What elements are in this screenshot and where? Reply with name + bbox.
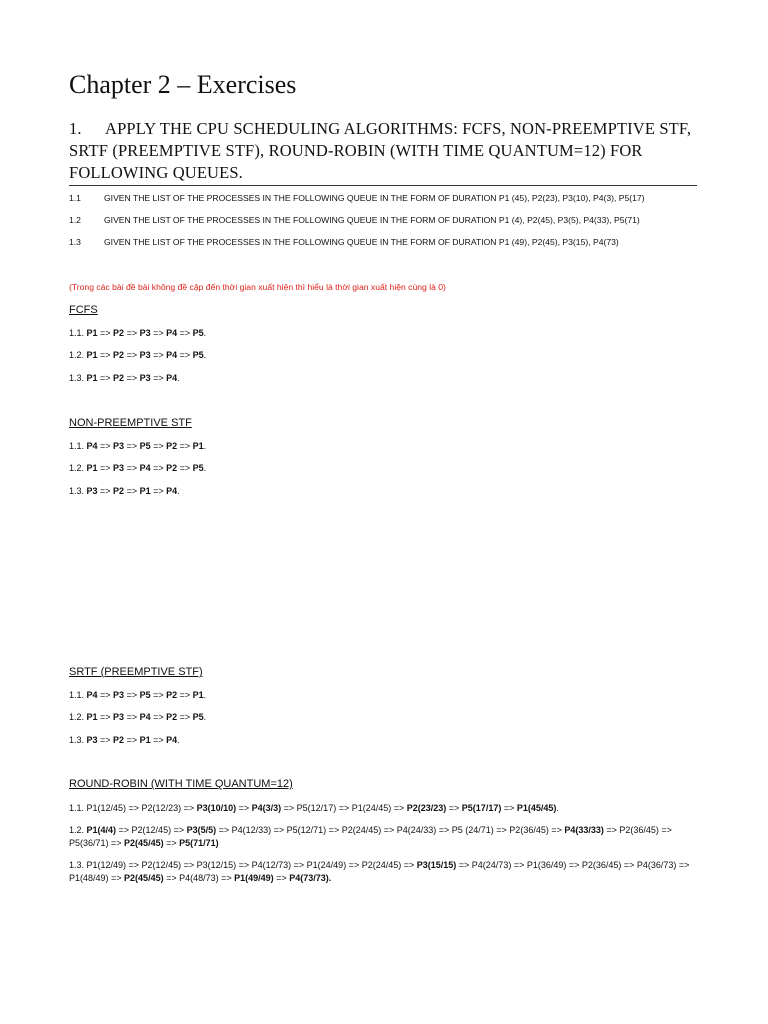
chapter-title: Chapter 2 – Exercises [69, 70, 297, 99]
exercise-title: APPLY THE CPU SCHEDULING ALGORITHMS: FCFS, NON-PREEMPTIVE STF, SRTF (PREEMPTIVE STF), ROUND-ROBIN (WITH TIME QUANTUM=12) FOR FOLLOWING QUEUES. [69, 119, 692, 182]
given-item [69, 215, 640, 225]
process-step: P2 [113, 486, 125, 496]
answer-text: 1.3. [69, 486, 87, 496]
answer-text: => [177, 690, 193, 700]
answer-text: => [150, 350, 167, 360]
process-step: P2 [166, 690, 178, 700]
process-step: P3(10/10) [196, 803, 237, 813]
process-step: P5 [192, 350, 204, 360]
process-step: P1 [86, 350, 98, 360]
answer-text: => [124, 690, 140, 700]
exercise-number: 1. [69, 119, 82, 138]
answer-text: => P2(36/45) => P5(36/71) => [69, 825, 672, 848]
answer-text: => P2(12/45) => [116, 825, 187, 835]
answer-text: => [236, 803, 252, 813]
answer-text: . [203, 690, 207, 700]
answer-text: => [150, 690, 167, 700]
process-step: P3 [113, 463, 125, 473]
answer-text: => [97, 486, 114, 496]
process-step: P2 [113, 350, 125, 360]
section-title-round-robin: ROUND-ROBIN (WITH TIME QUANTUM=12) [69, 778, 293, 790]
process-step: P3 [86, 486, 98, 496]
process-step: P1(49/49) [234, 873, 274, 883]
answer-text: => [150, 373, 167, 383]
answer-text: => [97, 373, 114, 383]
process-step: P5(71/71) [179, 838, 219, 848]
process-step: P2 [113, 735, 125, 745]
answer-text: => [163, 838, 180, 848]
answer-text: 1.2. [69, 463, 87, 473]
answer-text: => [177, 463, 193, 473]
process-step: P2(45/45) [124, 873, 164, 883]
answer-text: => P5(12/17) => P1(24/45) => [281, 803, 407, 813]
process-step: P1 [86, 712, 98, 722]
process-step: P2 [113, 328, 125, 338]
process-step: P1(4/4) [86, 825, 117, 835]
section-title-nonpreemptive-stf: NON-PREEMPTIVE STF [69, 417, 192, 429]
process-step: P5 [192, 328, 204, 338]
answer-text: => [150, 441, 167, 451]
answer-text: => P4(24/73) => P1(36/49) => P2(36/45) => P4(36/73) => P1(48/49) => [69, 860, 690, 883]
answer-text: => [124, 486, 140, 496]
answer-text: => [150, 735, 167, 745]
process-step: P4 [166, 328, 178, 338]
process-step: P4 [139, 712, 151, 722]
process-step: P2 [166, 441, 178, 451]
process-step: P4(33/33) [564, 825, 604, 835]
process-step: P4 [139, 463, 151, 473]
answer-text: => [150, 712, 167, 722]
answer-text: => [177, 328, 193, 338]
answer-text: => [177, 712, 193, 722]
process-step: P3 [139, 350, 151, 360]
process-step: P1 [139, 735, 151, 745]
process-step: P5 [192, 712, 204, 722]
answer-text: => [124, 712, 140, 722]
process-step: P1 [192, 441, 204, 451]
answer-text: => [177, 350, 193, 360]
answer-text: => [97, 712, 114, 722]
answer-text: => [124, 441, 140, 451]
process-step: P4 [166, 486, 178, 496]
process-step: P1(45/45) [516, 803, 557, 813]
answer-text: => [501, 803, 517, 813]
process-step: P5 [192, 463, 204, 473]
answer-text: => [97, 441, 114, 451]
answer-text: . [177, 486, 180, 496]
process-step: P3 [113, 441, 125, 451]
answer-text: . [203, 712, 207, 722]
answer-text: 1.3. [69, 735, 87, 745]
answer-text: => [124, 735, 140, 745]
given-text: GIVEN THE LIST OF THE PROCESSES IN THE FOLLOWING QUEUE IN THE FORM OF DURATION P1 (45), P2(23), P3(10), P4(3), P5(17) [104, 193, 645, 203]
section-title-srtf: SRTF (PREEMPTIVE STF) [69, 666, 203, 678]
answer-text: 1.1. [69, 441, 87, 451]
answer-text: => [150, 463, 167, 473]
answer-text: . [556, 803, 559, 813]
section-title-fcfs: FCFS [69, 304, 98, 316]
process-step: P3 [139, 373, 151, 383]
answer-text: => [124, 350, 140, 360]
answer-line [69, 712, 206, 722]
answer-text: => [97, 690, 114, 700]
answer-text: => P4(48/73) => [163, 873, 235, 883]
answer-text: . [203, 441, 207, 451]
note-text: (Trong các bài đề bài không đề cập đến thời gian xuất hiện thì hiểu là thời gian xuất hiện cùng là 0) [69, 282, 446, 292]
process-step: P5(17/17) [461, 803, 502, 813]
answer-line [69, 486, 180, 496]
process-step: P2(45/45) [124, 838, 164, 848]
answer-text: 1.1. [69, 328, 87, 338]
answer-text: => [150, 486, 167, 496]
answer-line [69, 859, 699, 885]
answer-text: 1.1. [69, 690, 87, 700]
answer-text: => [273, 873, 290, 883]
answer-line [69, 373, 180, 383]
answer-text: => [124, 463, 140, 473]
answer-text: . [177, 373, 180, 383]
process-step: P3 [86, 735, 98, 745]
answer-text: 1.3. [69, 373, 87, 383]
given-text: GIVEN THE LIST OF THE PROCESSES IN THE FOLLOWING QUEUE IN THE FORM OF DURATION P1 (49), P2(45), P3(15), P4(73) [104, 237, 619, 247]
answer-text: . [203, 463, 207, 473]
given-number: 1.2 [69, 215, 81, 225]
process-step: P4(3/3) [251, 803, 282, 813]
answer-line [69, 802, 699, 815]
answer-text: => [97, 463, 114, 473]
process-step: P4 [166, 373, 178, 383]
process-step: P3 [139, 328, 151, 338]
process-step: P4 [166, 735, 178, 745]
answer-text: => [97, 735, 114, 745]
process-step: P3 [113, 690, 125, 700]
process-step: P4(73/73). [289, 873, 332, 883]
answer-text: . [203, 328, 207, 338]
process-step: P2 [166, 463, 178, 473]
process-step: P3(5/5) [186, 825, 217, 835]
process-step: P3(15/15) [416, 860, 457, 870]
answer-line [69, 328, 206, 338]
answer-text: 1.2. [69, 825, 87, 835]
answer-line [69, 350, 206, 360]
process-step: P1 [139, 486, 151, 496]
answer-line [69, 463, 206, 473]
given-text: GIVEN THE LIST OF THE PROCESSES IN THE FOLLOWING QUEUE IN THE FORM OF DURATION P1 (4), P2(45), P3(5), P4(33), P5(71) [104, 215, 640, 225]
process-step: P3 [113, 712, 125, 722]
answer-text: . [177, 735, 180, 745]
process-step: P2(23/23) [406, 803, 447, 813]
answer-text: => [150, 328, 167, 338]
process-step: P5 [139, 441, 151, 451]
exercise-heading [69, 118, 697, 186]
answer-text: => [446, 803, 462, 813]
answer-text: => [124, 373, 140, 383]
process-step: P1 [86, 328, 98, 338]
answer-text: . [203, 350, 207, 360]
answer-line [69, 824, 699, 850]
given-item [69, 237, 619, 247]
process-step: P5 [139, 690, 151, 700]
process-step: P4 [86, 441, 98, 451]
process-step: P4 [166, 350, 178, 360]
given-item [69, 193, 645, 203]
process-step: P4 [86, 690, 98, 700]
answer-text: => [177, 441, 193, 451]
answer-line [69, 735, 180, 745]
answer-text: => [97, 328, 114, 338]
answer-text: 1.3. P1(12/49) => P2(12/45) => P3(12/15) => P4(12/73) => P1(24/49) => P2(24/45) => [69, 860, 417, 870]
given-number: 1.1 [69, 193, 81, 203]
answer-text: => P4(12/33) => P5(12/71) => P2(24/45) => P4(24/33) => P5 (24/71) => P2(36/45) => [216, 825, 565, 835]
process-step: P2 [166, 712, 178, 722]
answer-line [69, 441, 206, 451]
process-step: P1 [86, 373, 98, 383]
answer-text: 1.2. [69, 350, 87, 360]
process-step: P2 [113, 373, 125, 383]
process-step: P1 [192, 690, 204, 700]
given-number: 1.3 [69, 237, 81, 247]
answer-text: 1.1. P1(12/45) => P2(12/23) => [69, 803, 197, 813]
answer-line [69, 690, 206, 700]
answer-text: => [124, 328, 140, 338]
process-step: P1 [86, 463, 98, 473]
answer-text: 1.2. [69, 712, 87, 722]
answer-text: => [97, 350, 114, 360]
